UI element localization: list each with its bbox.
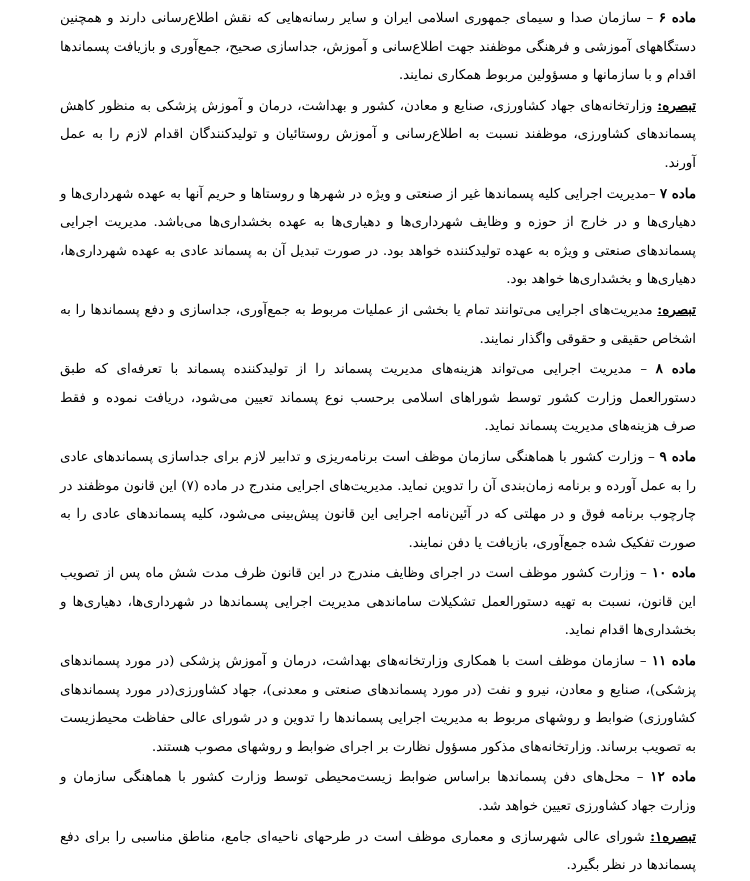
article-text: – مدیریت اجرایی می‌تواند هزینه‌های مدیریت پسماند را از تولیدکننده پسماند با تعرفه‌ای که طبق دستورالعمل وزارت کشور توسط شوراهای اسلامی برحسب نوع پسماند تعیین می‌شود، دریافت نموده و فقط صرف هزینه‌های مدیریت پسماند نماید. xyxy=(60,362,696,435)
note-1-article-12 xyxy=(60,823,696,881)
article-label: ماده ۱۱ xyxy=(651,653,696,670)
article-label: ماده ۱۰ xyxy=(651,565,696,582)
note-article-6 xyxy=(60,92,696,179)
note-label: تبصره: xyxy=(657,301,696,318)
article-text: – وزارت کشور با هماهنگی سازمان موظف است برنامه‌ریزی و تدابیر لازم برای جداسازی پسماندهای عادی را به عمل آورده و برنامه زمان‌بندی آن را تدوین نماید. مدیریت‌های اجرایی مندرج در ماده (۷) این قانون موظفند در چارچوب برنامه فوق و در مهلتی که در آئین‌نامه اجرایی این قانون پیش‌بینی می‌شود، کلیه پسماندهای عادی را به صورت تفکیک شده جمع‌آوری، بازیافت یا دفن نمایند. xyxy=(60,449,697,551)
article-label: ماده ۱۲ xyxy=(650,769,696,786)
note-label: تبصره۱: xyxy=(650,828,697,845)
article-text: – محل‌های دفن پسماندها براساس ضوابط زیست‌محیطی توسط وزارت کشور با هماهنگی سازمان و وزارت جهاد کشاورزی تعیین خواهد شد. xyxy=(60,770,696,815)
article-label: ماده ۶ xyxy=(658,10,696,26)
note-article-7 xyxy=(60,296,696,354)
article-9 xyxy=(60,443,696,558)
article-text: – وزارت کشور موظف است در اجرای وظایف مندرج در این قانون ظرف مدت شش ماه پس از تصویب این قانون، نسبت به تهیه دستورالعمل تشکیلات ساماندهی مدیریت اجرایی پسماندها در شهرداری‌ها، دهیاری‌ها و بخشداری‌ها اقدام نماید. xyxy=(60,566,696,639)
article-text: – سازمان صدا و سیمای جمهوری اسلامی ایران و سایر رسانه‌هایی که نقش اطلاع‌رسانی دارند و همچنین دستگاههای آموزشی و فرهنگی موظفند جهت اطلاع‌سانی و آموزش، جداسازی صحیح، جمع‌آوری و بازیافت پسماندها اقدام و با سازمانها و مسؤولین مربوط همکاری نمایند. xyxy=(60,11,696,84)
article-label: ماده ۷ xyxy=(659,185,696,202)
article-label: ماده ۸ xyxy=(655,361,697,378)
article-text: – سازمان موظف است با همکاری وزارتخانه‌های بهداشت، درمان و آموزش پزشکی (در مورد پسماندهای پزشکی)، صنایع و معادن، نیرو و نفت (در مورد پسماندهای صنعتی و معدنی)، جهاد کشاورزی(در مورد پسماندهای کشاورزی) ضوابط و روشهای مربوط به مدیریت اجرایی پسماندها را تدوین و در شورای عالی حفاظت محیط‌زیست به تصویب برساند. وزارتخانه‌های مذکور مسؤول نظارت بر اجرای ضوابط و روشهای مصوب هستند. xyxy=(60,654,696,755)
article-11 xyxy=(60,647,696,762)
article-7 xyxy=(60,180,696,295)
article-8 xyxy=(60,355,696,442)
note-text: مدیریت‌های اجرایی می‌توانند تمام یا بخشی از عملیات مربوط به جمع‌آوری، جداسازی و دفع پسماندها را به اشخاص حقیقی و حقوقی واگذار نمایند. xyxy=(60,302,696,347)
article-6 xyxy=(60,4,696,91)
note-text: وزارتخانه‌های جهاد کشاورزی، صنایع و معادن، کشور و بهداشت، درمان و آموزش پزشکی به منظور کاهش پسماندهای کشاورزی، موظفند نسبت به اطلاع‌رسانی و آموزش روستائیان و تولیدکنندگان اقدام لازم را به عمل آورند. xyxy=(60,98,696,171)
note-label: تبصره: xyxy=(657,97,696,114)
article-label: ماده ۹ xyxy=(659,448,696,465)
article-text: –مدیریت اجرایی کلیه پسماندها غیر از صنعتی و ویژه در شهرها و روستاها و حریم آنها به عهده شهرداری‌ها و دهیاری‌ها و در خارج از حوزه و وظایف شهرداری‌ها و دهیاری‌ها به عهده بخشداری‌ها می‌باشد. مدیریت اجرایی پسماندهای صنعتی و ویژه به عهده تولیدکننده خواهد بود. در صورت تبدیل آن به پسماند عادی به عهده شهرداری‌ها، دهیاری‌ها و بخشداری‌ها خواهد بود. xyxy=(60,186,696,288)
article-12 xyxy=(60,763,696,821)
article-10 xyxy=(60,559,696,646)
note-text: شورای عالی شهرسازی و معماری موظف است در طرحهای ناحیه‌ای جامع، مناطق مناسبی را برای دفع پسماندها در نظر بگیرد. xyxy=(60,829,696,874)
